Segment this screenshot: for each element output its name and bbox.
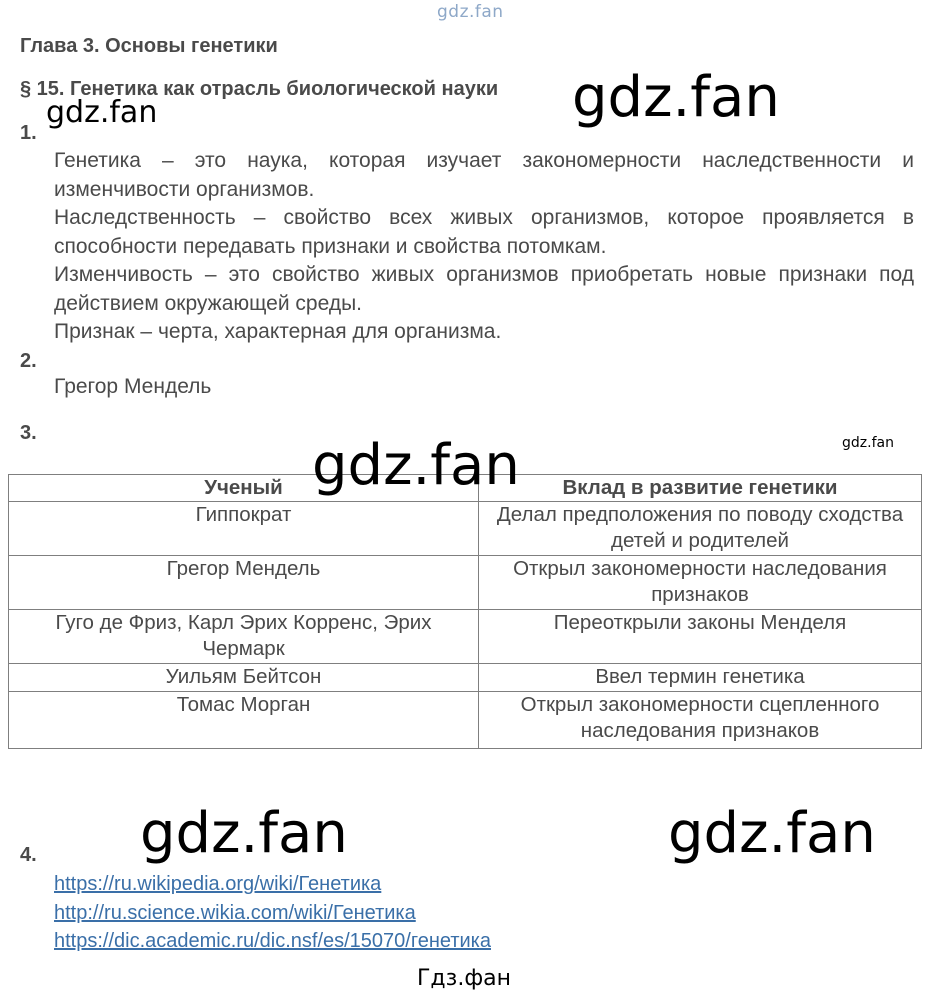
link-science-wikia[interactable]: http://ru.science.wikia.com/wiki/Генетика	[54, 901, 416, 924]
q1-paragraph-genetics: Генетика – это наука, которая изучает закономерности наследственности и изменчивости организмов.	[54, 149, 914, 201]
question-3-number: 3.	[20, 422, 37, 444]
q2-answer: Грегор Мендель	[54, 375, 212, 398]
watermark-top: gdz.fan	[437, 2, 504, 22]
q4-links-list	[54, 870, 491, 956]
watermark-large: gdz.fan	[140, 801, 348, 866]
table-cell-contribution: Открыл закономерности сцепленного наследования признаков	[479, 692, 922, 749]
question-4-number: 4.	[20, 844, 37, 866]
table-cell-contribution: Переоткрыли законы Менделя	[479, 610, 922, 664]
q1-paragraph-trait: Признак – черта, характерная для организма.	[54, 320, 502, 343]
table-row	[9, 692, 922, 749]
table-row	[9, 502, 922, 556]
table-row	[9, 556, 922, 610]
scientists-table	[8, 474, 922, 749]
table-cell-contribution: Ввел термин генетика	[479, 664, 922, 692]
q1-paragraph-heredity: Наследственность – свойство всех живых организмов, которое проявляется в способности передавать признаки и свойства потомкам.	[54, 206, 914, 258]
watermark-large: gdz.fan	[572, 65, 780, 130]
table-cell-contribution: Делал предположения по поводу сходства детей и родителей	[479, 502, 922, 556]
footer-caption: Гдз.фан	[417, 966, 511, 991]
watermark-large: gdz.fan	[668, 801, 876, 866]
table-cell-scientist: Томас Морган	[9, 692, 479, 749]
chapter-title: Глава 3. Основы генетики	[20, 35, 278, 57]
watermark-medium: gdz.fan	[46, 95, 158, 130]
table-cell-scientist: Уильям Бейтсон	[9, 664, 479, 692]
table-header-scientist: Ученый	[9, 475, 479, 502]
link-academic[interactable]: https://dic.academic.ru/dic.nsf/es/15070/генетика	[54, 930, 491, 952]
table-row	[9, 610, 922, 664]
table-row	[9, 664, 922, 692]
section-title: § 15. Генетика как отрасль биологической науки	[20, 78, 499, 100]
watermark-small: gdz.fan	[842, 435, 894, 451]
watermark-large: gdz.fan	[312, 433, 520, 498]
q1-paragraph-variability: Изменчивость – это свойство живых организмов приобретать новые признаки под действием окружающей среды.	[54, 263, 914, 315]
question-1-number: 1.	[20, 122, 37, 144]
table-cell-contribution: Открыл закономерности наследования признаков	[479, 556, 922, 610]
table-cell-scientist: Гиппократ	[9, 502, 479, 556]
table-header-contribution: Вклад в развитие генетики	[479, 475, 922, 502]
link-wikipedia[interactable]: https://ru.wikipedia.org/wiki/Генетика	[54, 873, 382, 895]
table-cell-scientist: Гуго де Фриз, Карл Эрих Корренс, Эрих Чермарк	[9, 610, 479, 664]
question-2-number: 2.	[20, 350, 37, 372]
table-cell-scientist: Грегор Мендель	[9, 556, 479, 610]
